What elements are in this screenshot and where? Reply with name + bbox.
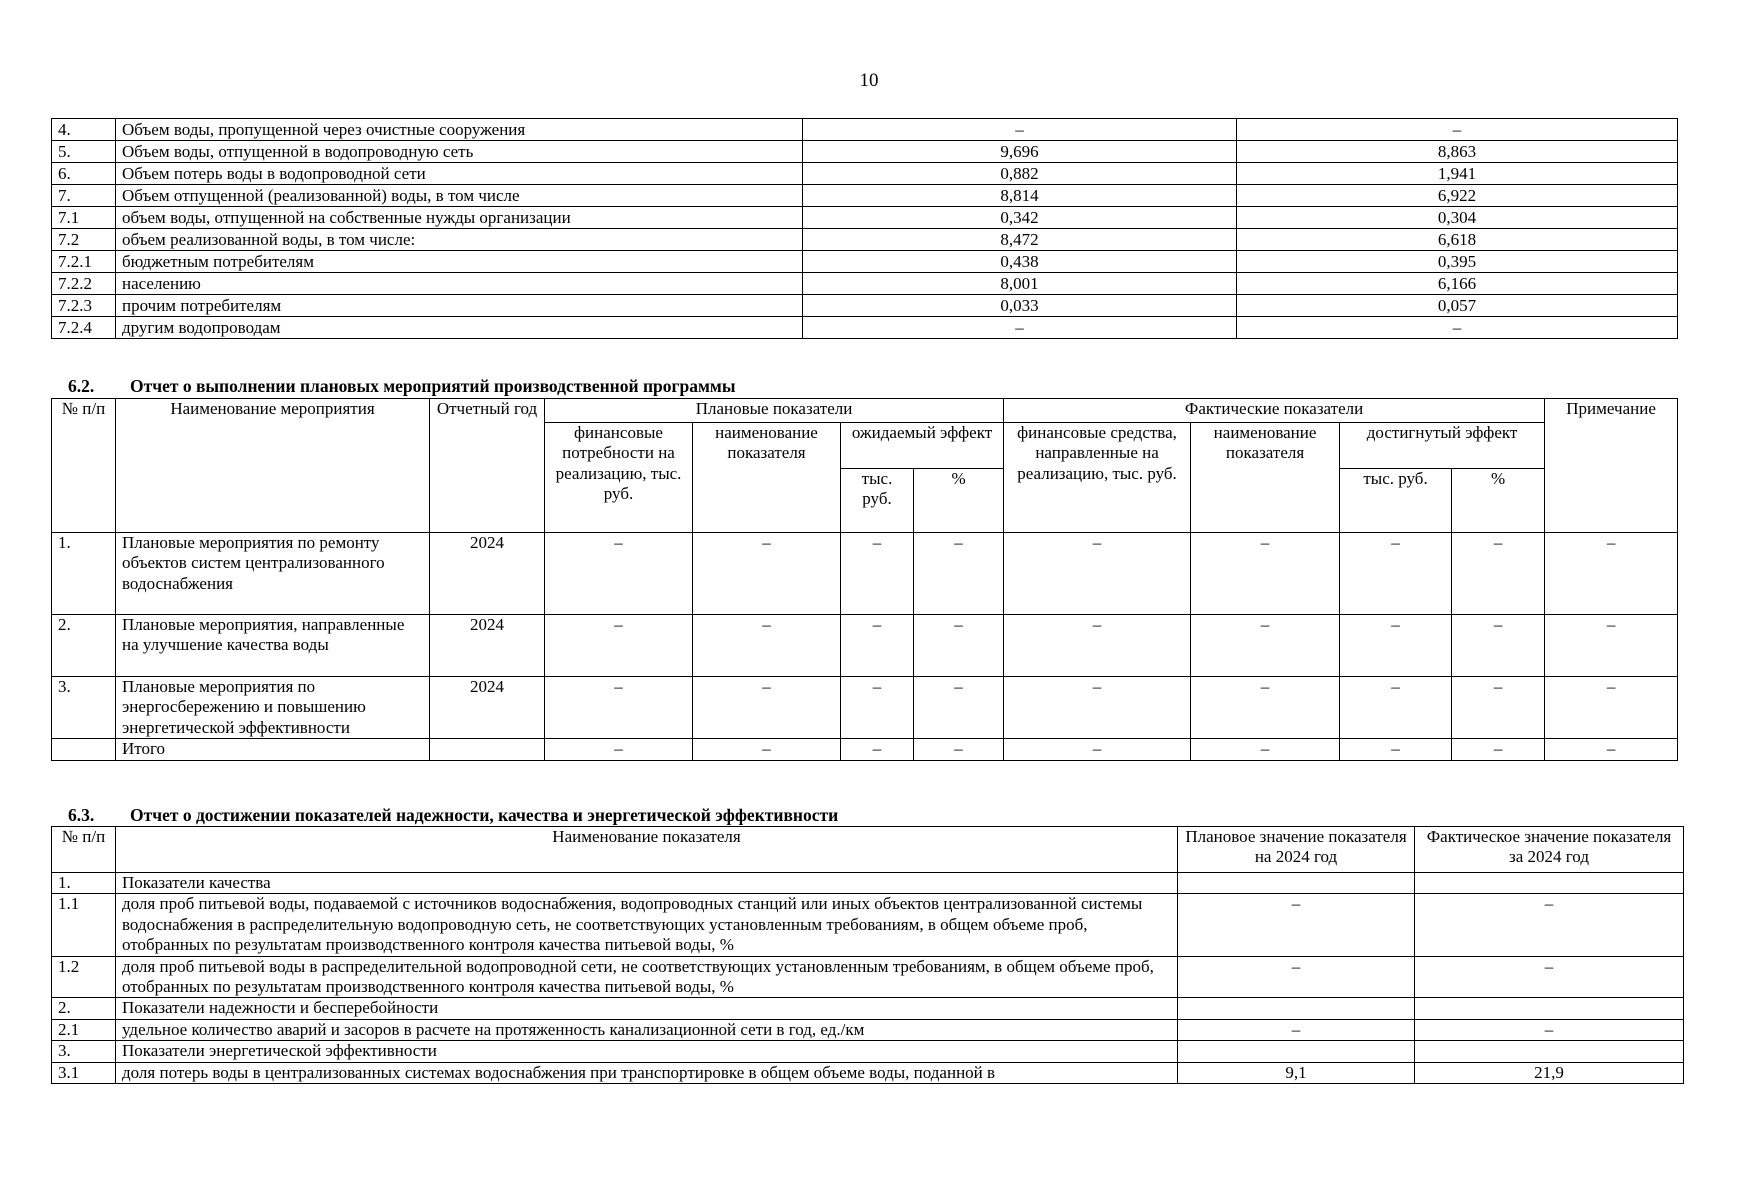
cell-activity-name: Плановые мероприятия по энергосбережению и повышению энергетической эффективности: [116, 677, 430, 739]
col-header-plan-value: Плановое значение показателя на 2024 год: [1178, 827, 1415, 873]
cell-fact-value: –: [1415, 956, 1684, 998]
cell-num: 1.1: [52, 894, 116, 956]
section-title-text: Отчет о достижении показателей надежности, качества и энергетической эффективности: [130, 805, 839, 825]
page-number: 10: [859, 70, 879, 91]
cell-indicator-name: Показатели надежности и бесперебойности: [116, 998, 1178, 1019]
table-row: [52, 141, 1678, 163]
water-volume-table: [51, 118, 1678, 339]
cell-num: 7.2.2: [52, 273, 116, 295]
cell-plan-effect-pct: –: [914, 615, 1004, 677]
col-header-fact-effect-pct: %: [1452, 469, 1545, 533]
cell-activity-name: Плановые мероприятия, направленные на улучшение качества воды: [116, 615, 430, 677]
table-row: [52, 273, 1678, 295]
cell-name: Объем воды, пропущенной через очистные сооружения: [116, 119, 803, 141]
cell-fact: 0,057: [1237, 295, 1678, 317]
planned-activities-table: [51, 398, 1678, 761]
col-header-fact-effect-rub: тыс. руб.: [1340, 469, 1452, 533]
cell-fact-effect-rub: –: [1340, 615, 1452, 677]
cell-plan-effect-pct: –: [914, 677, 1004, 739]
cell-plan-indicator: –: [693, 739, 841, 761]
table-row: [52, 533, 1678, 615]
section-number: 6.2.: [68, 376, 95, 396]
table-row: [52, 998, 1684, 1019]
cell-plan-effect-pct: –: [914, 739, 1004, 761]
cell-indicator-name: удельное количество аварий и засоров в расчете на протяженность канализационной сети в год, ед./км: [116, 1019, 1178, 1040]
cell-plan-effect-pct: –: [914, 533, 1004, 615]
cell-name: прочим потребителям: [116, 295, 803, 317]
cell-num: 2.: [52, 998, 116, 1019]
cell-num: 5.: [52, 141, 116, 163]
cell-fact: 6,618: [1237, 229, 1678, 251]
cell-plan: –: [803, 119, 1237, 141]
cell-plan: 8,814: [803, 185, 1237, 207]
table-row: [52, 163, 1678, 185]
cell-num: 1.2: [52, 956, 116, 998]
cell-plan: 0,342: [803, 207, 1237, 229]
table-row: [52, 615, 1678, 677]
cell-fact-finance: –: [1004, 739, 1191, 761]
cell-fact: –: [1237, 119, 1678, 141]
cell-fact-effect-pct: –: [1452, 533, 1545, 615]
col-header-num: № п/п: [52, 399, 116, 533]
cell-num: 7.2: [52, 229, 116, 251]
indicators-table: [51, 826, 1684, 1084]
cell-year: 2024: [430, 677, 545, 739]
cell-year: 2024: [430, 533, 545, 615]
cell-note: –: [1545, 615, 1678, 677]
cell-fact-effect-pct: –: [1452, 615, 1545, 677]
col-header-plan-effect-pct: %: [914, 469, 1004, 533]
cell-plan: 9,696: [803, 141, 1237, 163]
cell-activity-name: Плановые мероприятия по ремонту объектов систем централизованного водоснабжения: [116, 533, 430, 615]
cell-name: населению: [116, 273, 803, 295]
col-header-plan-finance: финансовые потребности на реализацию, тыс. руб.: [545, 423, 693, 533]
cell-plan-effect-rub: –: [841, 533, 914, 615]
cell-num: 1.: [52, 873, 116, 894]
col-header-fact-effect: достигнутый эффект: [1340, 423, 1545, 469]
cell-fact: 6,166: [1237, 273, 1678, 295]
table-row: [52, 1062, 1684, 1083]
cell-fact-indicator: –: [1191, 615, 1340, 677]
section-title-text: Отчет о выполнении плановых мероприятий производственной программы: [130, 376, 736, 396]
cell-year: [430, 739, 545, 761]
cell-fact-indicator: –: [1191, 677, 1340, 739]
cell-fact-value: [1415, 1041, 1684, 1062]
col-header-indicator-name: Наименование показателя: [116, 827, 1178, 873]
cell-fact: 8,863: [1237, 141, 1678, 163]
cell-indicator-name: доля проб питьевой воды в распределительной водопроводной сети, не соответствующих установленным требованиям, в общем объеме проб, отобранных по результатам производственного контроля качества питьевой воды, %: [116, 956, 1178, 998]
col-header-plan-effect-rub: тыс. руб.: [841, 469, 914, 533]
cell-num: 3.: [52, 677, 116, 739]
cell-name: Объем воды, отпущенной в водопроводную сеть: [116, 141, 803, 163]
cell-plan: 8,472: [803, 229, 1237, 251]
cell-fact: 6,922: [1237, 185, 1678, 207]
cell-num: 3.1: [52, 1062, 116, 1083]
cell-plan-effect-rub: –: [841, 677, 914, 739]
cell-plan-value: [1178, 1041, 1415, 1062]
cell-num: 3.: [52, 1041, 116, 1062]
cell-plan-finance: –: [545, 739, 693, 761]
cell-name: объем реализованной воды, в том числе:: [116, 229, 803, 251]
cell-fact: 0,395: [1237, 251, 1678, 273]
cell-fact-effect-rub: –: [1340, 739, 1452, 761]
cell-plan-value: [1178, 873, 1415, 894]
table-row: [52, 317, 1678, 339]
table-row: [52, 251, 1678, 273]
col-header-activity-name: Наименование мероприятия: [116, 399, 430, 533]
cell-fact-finance: –: [1004, 615, 1191, 677]
cell-num: 6.: [52, 163, 116, 185]
cell-num: [52, 739, 116, 761]
cell-name: бюджетным потребителям: [116, 251, 803, 273]
table-row: [52, 119, 1678, 141]
cell-fact-indicator: –: [1191, 533, 1340, 615]
col-header-plan-indicator: наименование показателя: [693, 423, 841, 533]
cell-num: 2.1: [52, 1019, 116, 1040]
cell-fact: 1,941: [1237, 163, 1678, 185]
table-row: [52, 956, 1684, 998]
cell-indicator-name: Показатели качества: [116, 873, 1178, 894]
cell-plan-value: –: [1178, 1019, 1415, 1040]
col-header-num: № п/п: [52, 827, 116, 873]
cell-fact: 0,304: [1237, 207, 1678, 229]
cell-fact-finance: –: [1004, 533, 1191, 615]
cell-name: другим водопроводам: [116, 317, 803, 339]
cell-plan-indicator: –: [693, 677, 841, 739]
cell-fact-indicator: –: [1191, 739, 1340, 761]
cell-num: 1.: [52, 533, 116, 615]
cell-indicator-name: доля потерь воды в централизованных системах водоснабжения при транспортировке в общем объеме воды, поданной в: [116, 1062, 1178, 1083]
col-header-fact-value: Фактическое значение показателя за 2024 год: [1415, 827, 1684, 873]
cell-plan: 0,882: [803, 163, 1237, 185]
col-header-note: Примечание: [1545, 399, 1678, 533]
cell-num: 4.: [52, 119, 116, 141]
cell-plan-effect-rub: –: [841, 739, 914, 761]
cell-num: 7.2.3: [52, 295, 116, 317]
cell-plan-effect-rub: –: [841, 615, 914, 677]
cell-plan-value: –: [1178, 956, 1415, 998]
cell-indicator-name: доля проб питьевой воды, подаваемой с источников водоснабжения, водопроводных станций или иных объектов централизованной системы водоснабжения в распределительную водопроводную сеть, не соответствующих установленным требованиям, в общем объеме проб, отобранных по результатам производственного контроля качества питьевой воды, %: [116, 894, 1178, 956]
col-header-plan-group: Плановые показатели: [545, 399, 1004, 423]
cell-num: 7.1: [52, 207, 116, 229]
table-row: [52, 185, 1678, 207]
cell-fact-effect-pct: –: [1452, 739, 1545, 761]
col-header-fact-indicator: наименование показателя: [1191, 423, 1340, 533]
col-header-fact-finance: финансовые средства, направленные на реализацию, тыс. руб.: [1004, 423, 1191, 533]
cell-name: Объем потерь воды в водопроводной сети: [116, 163, 803, 185]
cell-num: 7.2.4: [52, 317, 116, 339]
cell-plan: 0,438: [803, 251, 1237, 273]
cell-note: –: [1545, 533, 1678, 615]
cell-fact-effect-rub: –: [1340, 533, 1452, 615]
cell-fact-value: –: [1415, 1019, 1684, 1040]
section-number: 6.3.: [68, 805, 95, 825]
table-row: [52, 873, 1684, 894]
cell-year: 2024: [430, 615, 545, 677]
cell-fact-value: 21,9: [1415, 1062, 1684, 1083]
cell-fact-effect-pct: –: [1452, 677, 1545, 739]
cell-indicator-name: Показатели энергетической эффективности: [116, 1041, 1178, 1062]
cell-plan-value: 9,1: [1178, 1062, 1415, 1083]
cell-plan: 0,033: [803, 295, 1237, 317]
cell-plan-value: –: [1178, 894, 1415, 956]
table-row: [52, 894, 1684, 956]
cell-plan-indicator: –: [693, 615, 841, 677]
cell-plan: 8,001: [803, 273, 1237, 295]
cell-fact-effect-rub: –: [1340, 677, 1452, 739]
cell-plan-finance: –: [545, 677, 693, 739]
table-row: [52, 295, 1678, 317]
table-row: [52, 677, 1678, 739]
cell-note: –: [1545, 739, 1678, 761]
cell-fact: –: [1237, 317, 1678, 339]
cell-fact-value: –: [1415, 894, 1684, 956]
col-header-plan-effect: ожидаемый эффект: [841, 423, 1004, 469]
cell-plan: –: [803, 317, 1237, 339]
cell-fact-value: [1415, 998, 1684, 1019]
cell-plan-indicator: –: [693, 533, 841, 615]
col-header-year: Отчетный год: [430, 399, 545, 533]
table-row: [52, 229, 1678, 251]
table-row: [52, 1019, 1684, 1040]
cell-num: 7.: [52, 185, 116, 207]
cell-note: –: [1545, 677, 1678, 739]
section-6-2-title: [68, 376, 735, 397]
cell-fact-finance: –: [1004, 677, 1191, 739]
cell-activity-name: Итого: [116, 739, 430, 761]
cell-plan-finance: –: [545, 533, 693, 615]
section-6-3-title: [68, 805, 838, 826]
cell-name: Объем отпущенной (реализованной) воды, в том числе: [116, 185, 803, 207]
cell-plan-finance: –: [545, 615, 693, 677]
cell-num: 2.: [52, 615, 116, 677]
table-row: [52, 1041, 1684, 1062]
cell-fact-value: [1415, 873, 1684, 894]
cell-num: 7.2.1: [52, 251, 116, 273]
cell-plan-value: [1178, 998, 1415, 1019]
col-header-fact-group: Фактические показатели: [1004, 399, 1545, 423]
table-row: [52, 739, 1678, 761]
cell-name: объем воды, отпущенной на собственные нужды организации: [116, 207, 803, 229]
table-row: [52, 207, 1678, 229]
